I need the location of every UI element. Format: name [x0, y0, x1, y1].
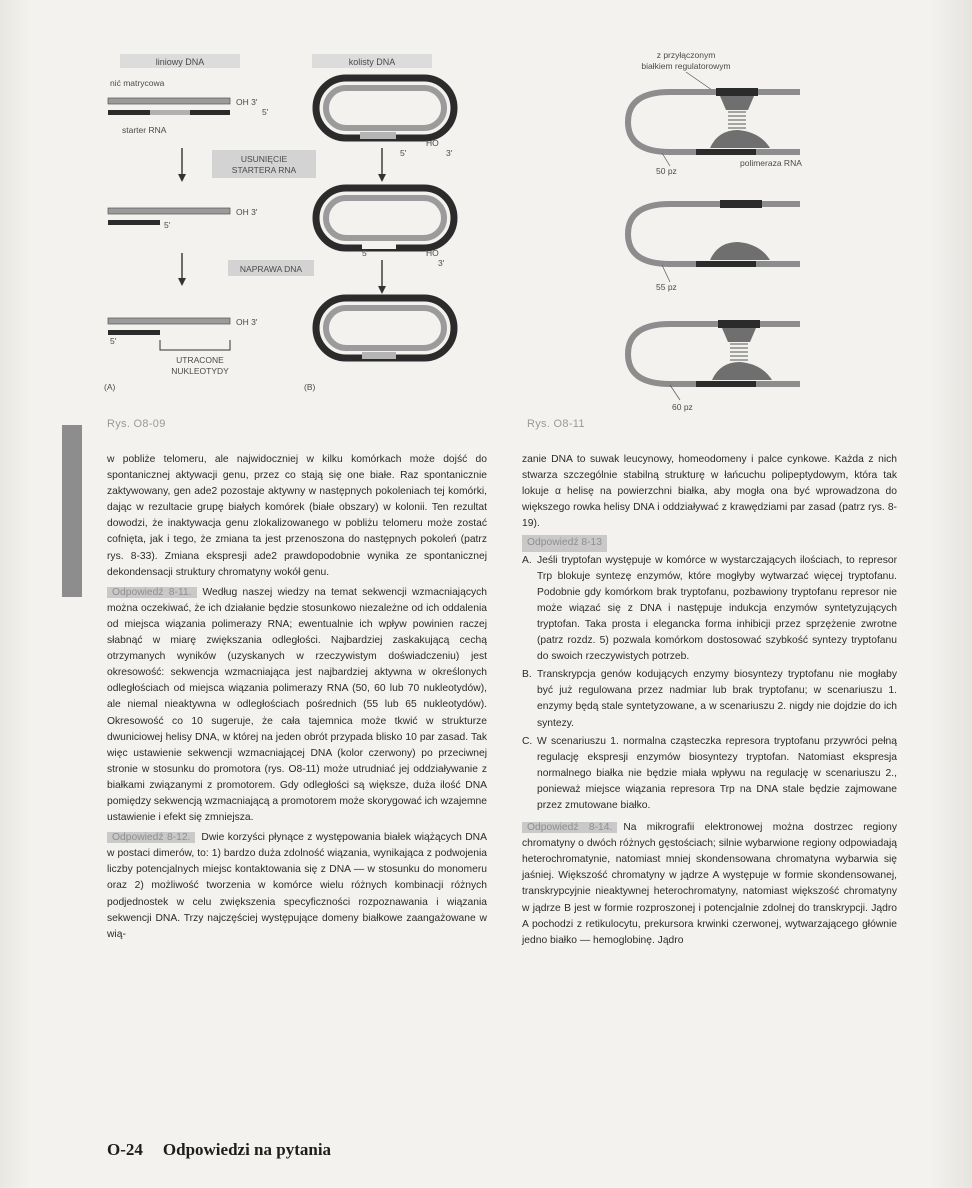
linear-dna-strand-1b: [190, 110, 230, 115]
step2-label: NAPRAWA DNA: [239, 264, 303, 274]
answer-8-13-item-b: [522, 667, 897, 731]
answer-8-14-text: Na mikrografii elektronowej można dostrzec regiony chromatyny o dwóch różnych gęstościach; silnie wybarwione regiony odpowiadają heterochromatynie, natomiast mniej skondensowana chromatyna wybarwia się jaśniej. Większość chromatyny w jądrze A występuje w formie skondensowanej, transkrypcyjnie nieaktywnej heterochromatyny, natomiast większość chromatyny w jądrze B jest w formie rozproszonej i potencjalnie zdolnej do transkrypcji. Jądro A pochodzi z retikulocytu, prekursora krwinki czerwonej, wytwarzającego głównie jedno białko — hemoglobinę. Jądro: [522, 822, 897, 946]
circular-dna-inner-1: [326, 88, 444, 128]
item-c-text: W scenariuszu 1. normalna cząsteczka represora tryptofanu przywróci pełną regulację ekspresji enzymów biosyntezy tryptofan. Natomiast ekspresja normalnego białka nie będzie miała wpływu na regulację w scenariuszu 2., ponieważ miejsce wiązania represora Trp na DNA stale będzie zajmowane przez zmutowane białko.: [537, 735, 897, 811]
dna-loop-3: [628, 324, 800, 384]
lost-line1: UTRACONE: [176, 355, 224, 365]
rna-polymerase-2: [710, 242, 770, 260]
panel-b-label: (B): [304, 382, 316, 392]
page-number: O-24: [107, 1140, 143, 1159]
oh3-label-1: OH 3': [236, 97, 258, 107]
arrow-head-3: [378, 174, 386, 182]
promoter-1: [696, 149, 756, 155]
step1-line2: STARTERA RNA: [231, 165, 297, 175]
right-column: [522, 452, 897, 949]
arrow-head-2: [178, 278, 186, 286]
circ-five-1: 5': [400, 148, 407, 158]
enhancer-3: [718, 320, 760, 328]
distance-50: 50 pz: [656, 166, 677, 176]
mediator-1: [728, 112, 746, 128]
answer-8-13-item-c: [522, 734, 897, 814]
d2-pointer: [662, 265, 670, 282]
d3-pointer: [670, 385, 680, 400]
label-rna-primer: starter RNA: [122, 125, 167, 135]
answer-8-14-label: Odpowiedź 8-14.: [522, 822, 617, 833]
five-prime-label-2: 5': [164, 220, 171, 230]
label-circular-dna: kolisty DNA: [348, 57, 396, 67]
enhancer-1: [716, 88, 758, 96]
linear-dna-strand-2: [108, 220, 160, 225]
circ-three-1: 3': [446, 148, 453, 158]
rna-polymerase-3: [712, 362, 772, 380]
item-a-label: A.: [522, 554, 532, 566]
distance-55: 55 pz: [656, 282, 677, 292]
enhancer-2: [720, 200, 762, 208]
five-prime-label-3: 5': [110, 336, 117, 346]
distance-60: 60 pz: [672, 402, 693, 412]
linear-dna-strand-3: [108, 330, 160, 335]
polymerase-label: polimeraza RNA: [740, 158, 802, 168]
mediator-3: [730, 344, 748, 360]
answer-8-12-text: Dwie korzyści płynące z występowania białek wiążących DNA w postaci dimerów, to: 1) bardzo duża zdolność wiązania, wynikająca z podwojenia liczby potencjalnych miejsc kontaktowania się z DNA — w stosunku do monomeru oraz 2) możliwość tworzenia w komórce wielu różnych kombinacji różnych podjednostek w celu zwiększenia specyficzności rozpoznawania i wiązania sekwencji DNA. Trzy najczęściej występujące domeny białkowe zaangażowane w wią-: [107, 832, 487, 940]
circular-repaired-3: [362, 352, 396, 359]
right-paragraph-1: zanie DNA to suwak leucynowy, homeodomeny i palce cynkowe. Każda z nich stwarza szczególnie stabilną strukturę w łańcuchu polipeptydowym, która tak lokuje α helisę na powierzchni białka, aby mogła ona być wprowadzona do większego rowka helisy DNA i oddziaływać z krawędziami par zasad (patrz rys. 8-19).: [522, 454, 897, 530]
answer-8-13-label: Odpowiedź 8-13: [522, 535, 607, 551]
rna-polymerase-1: [710, 130, 770, 148]
answer-8-14: [522, 820, 897, 949]
item-c-label: C.: [522, 735, 533, 747]
caption-o8-09: Rys. O8-09: [107, 418, 166, 430]
ho-label-1: HO: [426, 138, 439, 148]
item-a-text: Jeśli tryptofan występuje w komórce w wystarczających ilościach, to represor Trp blokuje syntezę enzymów, które mogłyby wytwarzać więcej tryptofanu. Podobnie gdy komórkom brak tryptofanu, pozbawiony tryptofanu represor nie może wiązać się z DNA i następuje indukcja enzymów syntetyzujących tryptofan. Taka prosta i elegancka forma inhibicji przez sprzężenie zwrotne (patrz rozdz. 5) pozwala komórkom dostosować szybkość syntezy tryptofanu do swoich rzeczywistych potrzeb.: [537, 554, 897, 663]
linear-template-strand-3: [108, 318, 230, 324]
left-paragraph-1: w pobliże telomeru, ale najwidoczniej w kilku komórkach może dojść do spontanicznej aktywacji genu, przez co stają się one białe. Raz spontanicznie zaktywowany, gen ade2 pozostaje aktywny w następnych pokoleniach tej komórki, dając w rezultacie grupę białych komórek (białe obszary) w kolonii. Ten rezultat dowodzi, że inaktywacja genu zlokalizowanego w pobliżu telomeru może zostać cofnięta, jak i tego, że zmiana ta jest przenoszona do następnych pokoleń (patrz rys. 8-33). Zmiana ekspresji ade2 prawdopodobnie wynika ze spontanicznej dekondensacji struktury chromatyny wokół genu.: [107, 454, 487, 578]
five-prime-label-1: 5': [262, 107, 269, 117]
ho-label-2: HO: [426, 248, 439, 258]
label-template-strand: nić matrycowa: [110, 78, 165, 88]
arrow-head-4: [378, 286, 386, 294]
rna-primer-1: [150, 110, 190, 115]
top-label-line2: białkiem regulatorowym: [641, 61, 731, 71]
answer-8-11-text: Według naszej wiedzy na temat sekwencji wzmacniających można oczekiwać, że ich działanie będzie stosunkowo niezależne od ich oddalenia od miejsca wiązania polimerazy RNA; ewentualnie ich wpływ powinien raczej słabnąć w miarę zwiększania odległości. Najbardziej zaskakującą cechą otrzymanych wyników (uzyskanych w rzeczywistym doświadczeniu) jest okresowość: sekwencja wzmacniająca jest najbardziej aktywna w określonych odległościach od miejsca wiązania polimerazy RNA (50, 60 lub 70 nukleotydów), ale niemal nieaktywna w odległościach pośrednich (55 lub 65 nukleotydów). Okresowość co 10 sugeruje, że cała tajemnica może tkwić w strukturze dwuniciowej helisy DNA, w której na jeden obrót przypada blisko 10 par zasad. Tak więc ustawienie sekwencji wzmacniającej DNA (kolor czerwony) po przeciwnej stronie w stosunku do promotora (rys. O8-11) może utrudniać jej oddziaływanie z białkami związanymi z promotorem. Gdy odległości są większe, duża ilość DNA pomiędzy sekwencją wzmacniającą a promotorem może skorygować ich wzajemne ustawienie i efekt się zmniejsza.: [107, 586, 487, 824]
promoter-3: [696, 381, 756, 387]
figure-o8-11: [600, 48, 820, 418]
circ-three-2: 3': [438, 258, 445, 268]
item-b-label: B.: [522, 669, 532, 681]
circ-five-2: 5': [362, 248, 369, 258]
chapter-tab-marker: [62, 425, 82, 597]
answer-8-12-label: Odpowiedź 8-12.: [107, 832, 195, 843]
lost-line2: NUKLEOTYDY: [171, 366, 229, 376]
circular-dna-inner-3: [326, 308, 444, 348]
answer-8-13-item-a: [522, 553, 897, 666]
linear-template-strand-2: [108, 208, 230, 214]
linear-dna-strand-1: [108, 110, 150, 115]
lost-bracket: [160, 340, 230, 350]
arrow-head-1: [178, 174, 186, 182]
circular-primer-1: [360, 132, 396, 139]
answer-8-11: [107, 585, 487, 826]
item-b-text: Transkrypcja genów kodujących enzymy biosyntezy tryptofanu nie mogłaby być już regulowana przez nadmiar lub brak tryptofanu; w scenariuszu 1. enzymy będą stale syntetyzowane, a w scenariuszu 2. nigdy nie dojdzie do ich syntezy.: [537, 669, 897, 729]
oh3-label-3: OH 3': [236, 317, 258, 327]
oh3-label-2: OH 3': [236, 207, 258, 217]
top-label-line1: z przyłączonym: [656, 50, 716, 60]
regulatory-protein-1: [720, 96, 754, 110]
linear-template-strand-1: [108, 98, 230, 104]
top-label-pointer: [686, 72, 712, 90]
circular-dna-inner-2: [326, 198, 444, 238]
page-footer: [107, 1140, 331, 1160]
answer-8-12: [107, 830, 487, 943]
running-title: Odpowiedzi na pytania: [162, 1140, 332, 1159]
caption-o8-11: Rys. O8-11: [527, 418, 585, 430]
label-linear-dna: liniowy DNA: [155, 57, 205, 67]
left-column: [107, 452, 487, 943]
promoter-2: [696, 261, 756, 267]
regulatory-protein-3: [722, 328, 756, 342]
answer-8-11-label: Odpowiedź 8-11.: [107, 587, 197, 598]
step1-line1: USUNIĘCIE: [240, 154, 288, 164]
panel-a-label: (A): [104, 382, 116, 392]
figure-o8-09: [100, 48, 480, 408]
